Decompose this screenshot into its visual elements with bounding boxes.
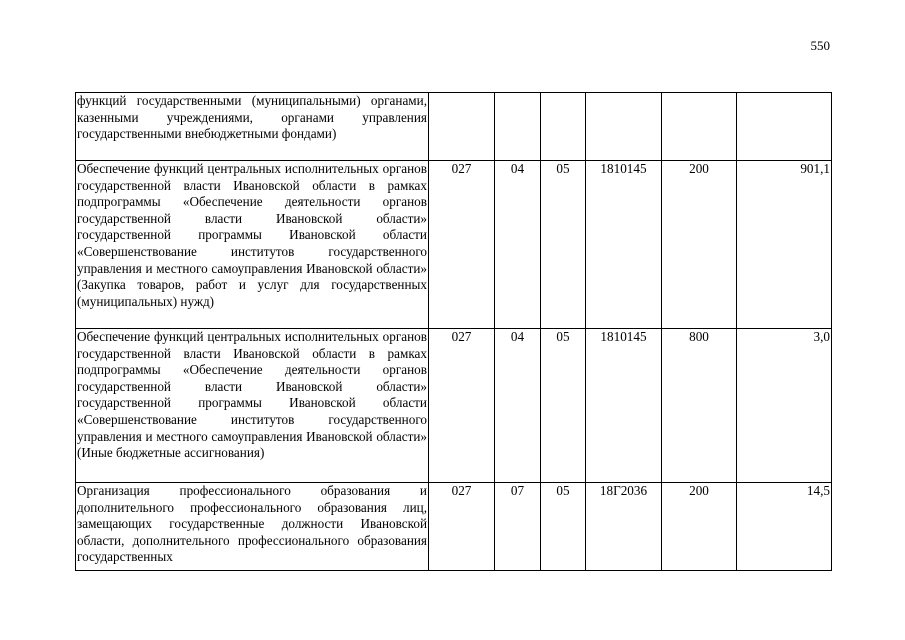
table-row — [76, 329, 832, 483]
row-section-code — [495, 93, 541, 161]
row-subsection-code: 05 — [541, 483, 586, 571]
row-expense-type-code: 200 — [662, 483, 737, 571]
table-row — [76, 93, 832, 161]
row-target-code: 1810145 — [586, 161, 662, 329]
row-section-code: 04 — [495, 161, 541, 329]
row-expense-type-code — [662, 93, 737, 161]
row-description: Организация профессионального образования и дополнительного профессионального образования лиц, замещающих государственные должности Ивановской области, дополнительного профессионального образования государственных — [76, 483, 429, 571]
row-target-code: 1810145 — [586, 329, 662, 483]
row-expense-type-code: 800 — [662, 329, 737, 483]
table-row — [76, 483, 832, 571]
row-amount: 901,1 — [737, 161, 832, 329]
row-description: функций государственными (муниципальными) органами, казенными учреждениями, органами управления государственными внебюджетными фондами) — [76, 93, 429, 161]
row-section-code: 07 — [495, 483, 541, 571]
row-admin-code — [429, 93, 495, 161]
row-expense-type-code: 200 — [662, 161, 737, 329]
row-amount: 14,5 — [737, 483, 832, 571]
row-amount: 3,0 — [737, 329, 832, 483]
row-admin-code: 027 — [429, 483, 495, 571]
budget-table — [75, 92, 832, 571]
page-number: 550 — [810, 38, 830, 53]
row-amount — [737, 93, 832, 161]
row-subsection-code: 05 — [541, 161, 586, 329]
table-row — [76, 161, 832, 329]
row-subsection-code: 05 — [541, 329, 586, 483]
row-admin-code: 027 — [429, 161, 495, 329]
row-target-code — [586, 93, 662, 161]
row-description: Обеспечение функций центральных исполнительных органов государственной власти Ивановской области в рамках подпрограммы «Обеспечение деятельности органов государственной власти Ивановской области» государственной программы Ивановской области «Совершенствование институтов государственного управления и местного самоуправления Ивановской области» (Закупка товаров, работ и услуг для государственных (муниципальных) нужд) — [76, 161, 429, 329]
row-admin-code: 027 — [429, 329, 495, 483]
row-section-code: 04 — [495, 329, 541, 483]
row-target-code: 18Г2036 — [586, 483, 662, 571]
row-subsection-code — [541, 93, 586, 161]
row-description: Обеспечение функций центральных исполнительных органов государственной власти Ивановской области в рамках подпрограммы «Обеспечение деятельности органов государственной власти Ивановской области» государственной программы Ивановской области «Совершенствование институтов государственного управления и местного самоуправления Ивановской области» (Иные бюджетные ассигнования) — [76, 329, 429, 483]
